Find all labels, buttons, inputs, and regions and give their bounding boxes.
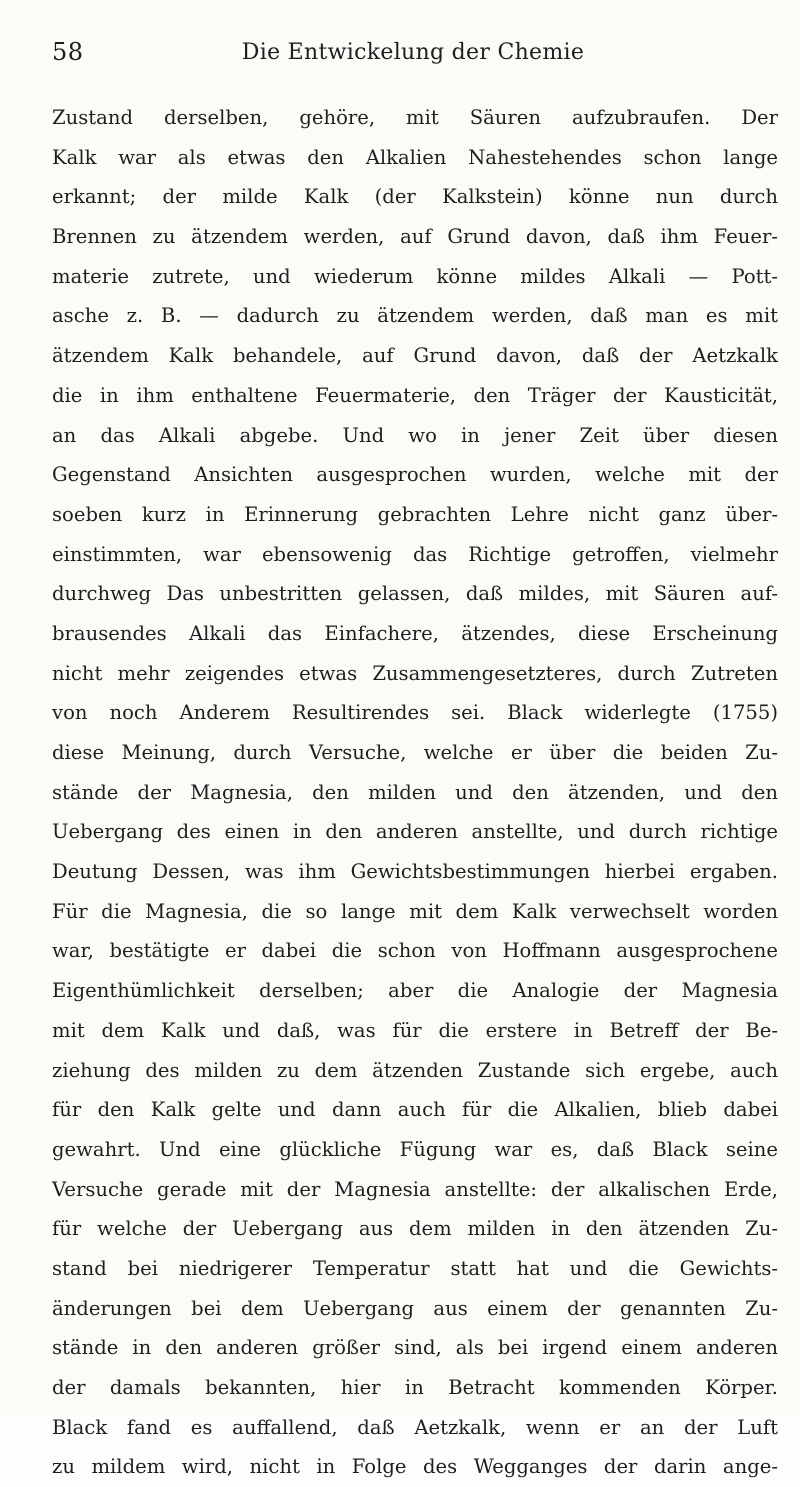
text-line: die in ihm enthaltene Feuermaterie, den Träger der Kausticität, xyxy=(52,383,778,407)
text-line: stände der Magnesia, den milden und den ätzenden, und den xyxy=(52,780,778,804)
text-line: stände in den anderen größer sind, als bei irgend einem anderen xyxy=(52,1336,778,1360)
text-line: durchweg Das unbestritten gelassen, daß mildes, mit Säuren auf- xyxy=(52,582,778,606)
text-line: an das Alkali abgebe. Und wo in jener Zeit über diesen xyxy=(52,423,778,447)
text-line: gewahrt. Und eine glückliche Fügung war es, daß Black seine xyxy=(52,1137,778,1161)
text-line: Gegenstand Ansichten ausgesprochen wurden, welche mit der xyxy=(52,463,778,487)
text-line: war, bestätigte er dabei die schon von Hoffmann ausgesprochene xyxy=(52,939,778,963)
text-line: soeben kurz in Erinnerung gebrachten Lehre nicht ganz über- xyxy=(52,502,778,526)
text-line: Versuche gerade mit der Magnesia anstellte: der alkalischen Erde, xyxy=(52,1177,778,1201)
text-line: erkannt; der milde Kalk (der Kalkstein) könne nun durch xyxy=(52,185,778,209)
text-line: Kalk war als etwas den Alkalien Nahestehendes schon lange xyxy=(52,145,778,169)
text-line: der damals bekannten, hier in Betracht kommenden Körper. xyxy=(52,1376,778,1399)
text-line: asche z. B. — dadurch zu ätzendem werden, daß man es mit xyxy=(52,304,778,328)
page-header xyxy=(52,38,774,78)
text-line: brausendes Alkali das Einfachere, ätzendes, diese Erscheinung xyxy=(52,621,778,645)
text-line: zu mildem wird, nicht in Folge des Wegganges der darin ange- xyxy=(52,1455,778,1479)
text-line: ätzendem Kalk behandele, auf Grund davon, daß der Aetzkalk xyxy=(52,344,778,368)
text-line: für welche der Uebergang aus dem milden in den ätzenden Zu- xyxy=(52,1217,778,1241)
text-line: Deutung Dessen, was ihm Gewichtsbestimmungen hierbei ergaben. xyxy=(52,860,778,884)
text-line: mit dem Kalk und daß, was für die erstere in Betreff der Be- xyxy=(52,1018,778,1042)
text-line: stand bei niedrigerer Temperatur statt hat und die Gewichts- xyxy=(52,1256,778,1280)
text-line: Brennen zu ätzendem werden, auf Grund davon, daß ihm Feuer- xyxy=(52,225,778,249)
text-line: für den Kalk gelte und dann auch für die Alkalien, blieb dabei xyxy=(52,1098,778,1122)
running-title: Die Entwickelung der Chemie xyxy=(241,40,585,65)
text-line: Eigenthümlichkeit derselben; aber die Analogie der Magnesia xyxy=(52,979,778,1003)
text-line: von noch Anderem Resultirendes sei. Black widerlegte (1755) xyxy=(52,701,778,725)
text-line: nicht mehr zeigendes etwas Zusammengesetzteres, durch Zutreten xyxy=(52,661,778,685)
text-line: Für die Magnesia, die so lange mit dem Kalk verwechselt worden xyxy=(52,899,778,923)
text-line: materie zutrete, und wiederum könne mildes Alkali — Pott- xyxy=(52,264,778,288)
text-line: ziehung des milden zu dem ätzenden Zustande sich ergebe, auch xyxy=(52,1058,778,1082)
text-line: Uebergang des einen in den anderen anstellte, und durch richtige xyxy=(52,820,778,844)
text-line: änderungen bei dem Uebergang aus einem der genannten Zu- xyxy=(52,1296,778,1320)
text-line: einstimmten, war ebensowenig das Richtige getroffen, vielmehr xyxy=(52,542,778,566)
page-number: 58 xyxy=(52,38,84,66)
body-text xyxy=(52,98,778,1487)
text-line: Zustand derselben, gehöre, mit Säuren aufzubraufen. Der xyxy=(52,106,778,129)
text-line: Black fand es auffallend, daß Aetzkalk, wenn er an der Luft xyxy=(52,1415,778,1439)
text-line: diese Meinung, durch Versuche, welche er über die beiden Zu- xyxy=(52,741,778,764)
